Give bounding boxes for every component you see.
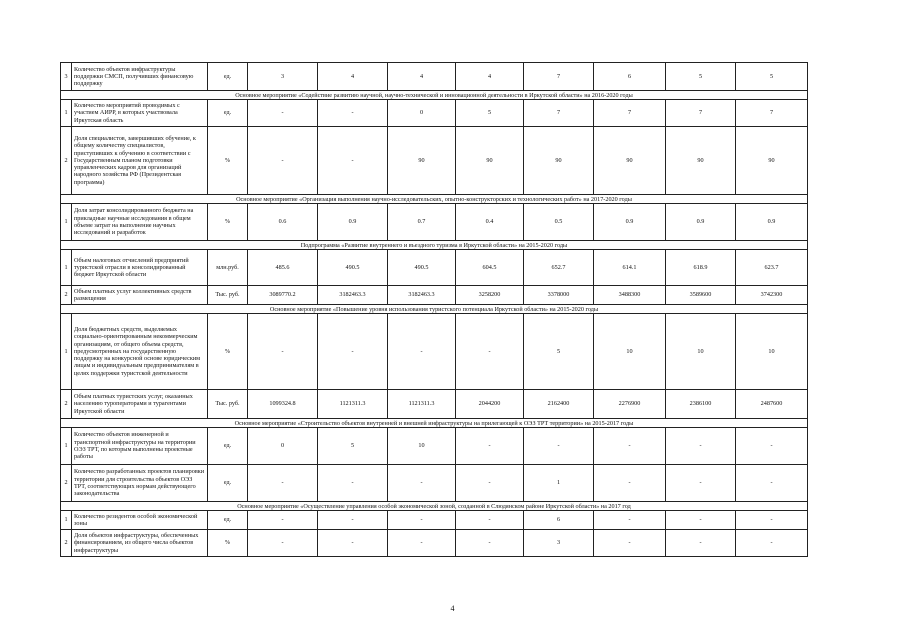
indicator-value: 1099324.8 [248,390,318,419]
indicator-value: 7 [736,100,808,127]
unit-of-measure: % [208,127,248,195]
table-row [61,100,808,127]
indicator-value: - [666,428,736,465]
indicator-value: 604.5 [456,250,524,286]
row-number: 2 [61,465,72,502]
indicator-value: 618.9 [666,250,736,286]
indicator-value: - [594,530,666,557]
section-heading: Подпрограмма «Развитие внутреннего и въездного туризма в Иркутской области» на 2015-2020 годы [61,241,808,250]
indicator-value: 10 [594,314,666,390]
row-number: 1 [61,250,72,286]
table-row [61,314,808,390]
table-row [61,204,808,241]
indicator-value: - [666,530,736,557]
indicator-value: 0.9 [666,204,736,241]
unit-of-measure: ед. [208,511,248,530]
row-number: 2 [61,127,72,195]
indicator-value: - [456,465,524,502]
table-row [61,63,808,91]
indicator-value: 0.7 [388,204,456,241]
unit-of-measure: ед. [208,465,248,502]
row-number: 2 [61,286,72,305]
indicator-value: 1121311.3 [318,390,388,419]
indicator-value: 2276900 [594,390,666,419]
table-row [61,250,808,286]
unit-of-measure: ед. [208,428,248,465]
unit-of-measure: Тыс. руб. [208,286,248,305]
unit-of-measure: % [208,204,248,241]
section-heading: Основное мероприятие «Осуществление управления особой экономической зоной, созданной в Слюдянском районе Иркутской области» на 2017 год [61,502,808,511]
indicator-value: 3742300 [736,286,808,305]
indicator-name: Доля затрат консолидированного бюджета на прикладные научные исследования в общем объеме затрат на выполнение научных исследований и разработок [72,204,208,241]
indicator-value: - [248,530,318,557]
indicator-value: 10 [388,428,456,465]
indicator-name: Объем платных услуг коллективных средств размещения [72,286,208,305]
indicator-value: 5 [318,428,388,465]
indicator-value: - [388,465,456,502]
indicator-value: 90 [456,127,524,195]
indicator-value: 0.6 [248,204,318,241]
indicator-value: - [666,511,736,530]
indicator-table [60,62,808,557]
row-number: 1 [61,100,72,127]
indicator-value: 90 [388,127,456,195]
indicator-value: 7 [594,100,666,127]
indicator-value: 90 [594,127,666,195]
indicator-value: 0.5 [524,204,594,241]
indicator-value: - [594,511,666,530]
indicator-value: 5 [736,63,808,91]
table-row [61,465,808,502]
indicator-value: - [736,428,808,465]
row-number: 1 [61,204,72,241]
indicator-value: 4 [456,63,524,91]
unit-of-measure: Тыс. руб. [208,390,248,419]
indicator-value: - [456,511,524,530]
indicator-value: 1 [524,465,594,502]
section-heading: Основное мероприятие «Строительство объектов внутренней и внешней инфраструктуры на прилегающей к ОЭЗ ТРТ территории» на 2015-2017 годы [61,419,808,428]
indicator-value: 652.7 [524,250,594,286]
indicator-value: 2162400 [524,390,594,419]
indicator-value: - [318,530,388,557]
section-heading-row [61,195,808,204]
unit-of-measure: млн.руб. [208,250,248,286]
indicator-value: 90 [666,127,736,195]
indicator-value: 7 [524,100,594,127]
indicator-value: - [248,127,318,195]
section-heading-row [61,241,808,250]
indicator-value: - [318,465,388,502]
indicator-value: - [456,428,524,465]
indicator-value: - [388,530,456,557]
row-number: 1 [61,314,72,390]
page-number: 4 [450,604,455,613]
indicator-value: 0.9 [736,204,808,241]
indicator-value: 2386100 [666,390,736,419]
section-heading-row [61,305,808,314]
indicator-value: 3258200 [456,286,524,305]
unit-of-measure: ед. [208,63,248,91]
indicator-value: - [456,530,524,557]
row-number: 1 [61,511,72,530]
indicator-value: - [456,314,524,390]
indicator-value: 2044200 [456,390,524,419]
indicator-value: - [736,465,808,502]
indicator-value: 1121311.3 [388,390,456,419]
indicator-value: 490.5 [388,250,456,286]
indicator-value: - [248,100,318,127]
indicator-value: 90 [736,127,808,195]
indicator-name: Количество мероприятий проводимых с участием АИРР, в которых участвовала Иркутская область [72,100,208,127]
indicator-value: 3488300 [594,286,666,305]
indicator-value: - [318,100,388,127]
indicator-value: 90 [524,127,594,195]
indicator-name: Доля бюджетных средств, выделяемых социально-ориентированным некоммерческим организациям, от общего объема средств, предусмотренных на государственную поддержку на конкурсной основе юридическим лицам и индивидуальным предпринимателям в целях поддержки туристской деятельности [72,314,208,390]
indicator-value: 2487600 [736,390,808,419]
section-heading: Основное мероприятие «Организация выполнения научно-исследовательских, опытно-конструкторских и технологических работ» на 2017-2020 годы [61,195,808,204]
indicator-value: 6 [524,511,594,530]
section-heading-row [61,91,808,100]
indicator-value: 3089770.2 [248,286,318,305]
indicator-value: 490.5 [318,250,388,286]
indicator-value: 3182463.3 [318,286,388,305]
indicator-value: 0.9 [594,204,666,241]
indicator-value: 614.1 [594,250,666,286]
row-number: 3 [61,63,72,91]
indicator-value: - [666,465,736,502]
indicator-value: 3 [524,530,594,557]
indicator-value: 10 [666,314,736,390]
indicator-value: - [524,428,594,465]
indicator-name: Доля специалистов, завершивших обучение, к общему количеству специалистов, приступивших к обучению в соответствии с Государственным планом подготовки управленческих кадров для организаций народного хозяйства РФ (Президентская программа) [72,127,208,195]
indicator-value: - [318,127,388,195]
indicator-name: Объем платных туристских услуг, оказанных населению туроператорами и турагентами Иркутской области [72,390,208,419]
indicator-value: - [736,530,808,557]
indicator-value: 5 [666,63,736,91]
table-row [61,286,808,305]
indicator-name: Количество резидентов особой экономической зоны [72,511,208,530]
section-heading: Основное мероприятие «Содействие развитию научной, научно-технической и инновационной деятельности в Иркутской области» на 2016-2020 годы [61,91,808,100]
indicator-table-sheet [60,62,807,557]
indicator-value: 5 [456,100,524,127]
row-number: 1 [61,428,72,465]
indicator-value: - [594,428,666,465]
indicator-value: - [318,314,388,390]
indicator-value: 0.4 [456,204,524,241]
indicator-value: 10 [736,314,808,390]
indicator-value: 0 [248,428,318,465]
table-row [61,530,808,557]
indicator-value: 4 [318,63,388,91]
unit-of-measure: % [208,314,248,390]
indicator-value: 6 [594,63,666,91]
indicator-value: - [248,511,318,530]
indicator-value: - [388,511,456,530]
table-row [61,428,808,465]
unit-of-measure: ед. [208,100,248,127]
indicator-value: - [594,465,666,502]
indicator-value: 7 [666,100,736,127]
indicator-value: - [388,314,456,390]
indicator-value: 3182463.3 [388,286,456,305]
indicator-value: - [736,511,808,530]
unit-of-measure: % [208,530,248,557]
indicator-value: 7 [524,63,594,91]
row-number: 2 [61,390,72,419]
section-heading-row [61,502,808,511]
indicator-value: 3 [248,63,318,91]
table-row [61,511,808,530]
row-number: 2 [61,530,72,557]
indicator-value: 0 [388,100,456,127]
indicator-name: Количество объектов инженерной и транспортной инфраструктуры на территории ОЭЗ ТРТ, по которым выполнены проектные работы [72,428,208,465]
indicator-value: 5 [524,314,594,390]
indicator-name: Количество объектов инфраструктуры поддержки СМСП, получивших финансовую поддержку [72,63,208,91]
table-row [61,390,808,419]
indicator-value: 485.6 [248,250,318,286]
table-row [61,127,808,195]
indicator-value: 3589600 [666,286,736,305]
indicator-value: 3378000 [524,286,594,305]
indicator-value: - [248,465,318,502]
indicator-value: - [248,314,318,390]
indicator-value: 4 [388,63,456,91]
indicator-name: Объем налоговых отчислений предприятий туристской отрасли в консолидированный бюджет Иркутской области [72,250,208,286]
indicator-value: 0.9 [318,204,388,241]
indicator-name: Доля объектов инфраструктуры, обеспеченных финансированием, из общего числа объектов инфраструктуры [72,530,208,557]
indicator-name: Количество разработанных проектов планировки территории для строительства объектов ОЭЗ ТРТ, соответствующих нормам действующего законодательства [72,465,208,502]
indicator-value: 623.7 [736,250,808,286]
section-heading: Основное мероприятие «Повышение уровня использования туристского потенциала Иркутской области» на 2015-2020 годы [61,305,808,314]
section-heading-row [61,419,808,428]
indicator-value: - [318,511,388,530]
